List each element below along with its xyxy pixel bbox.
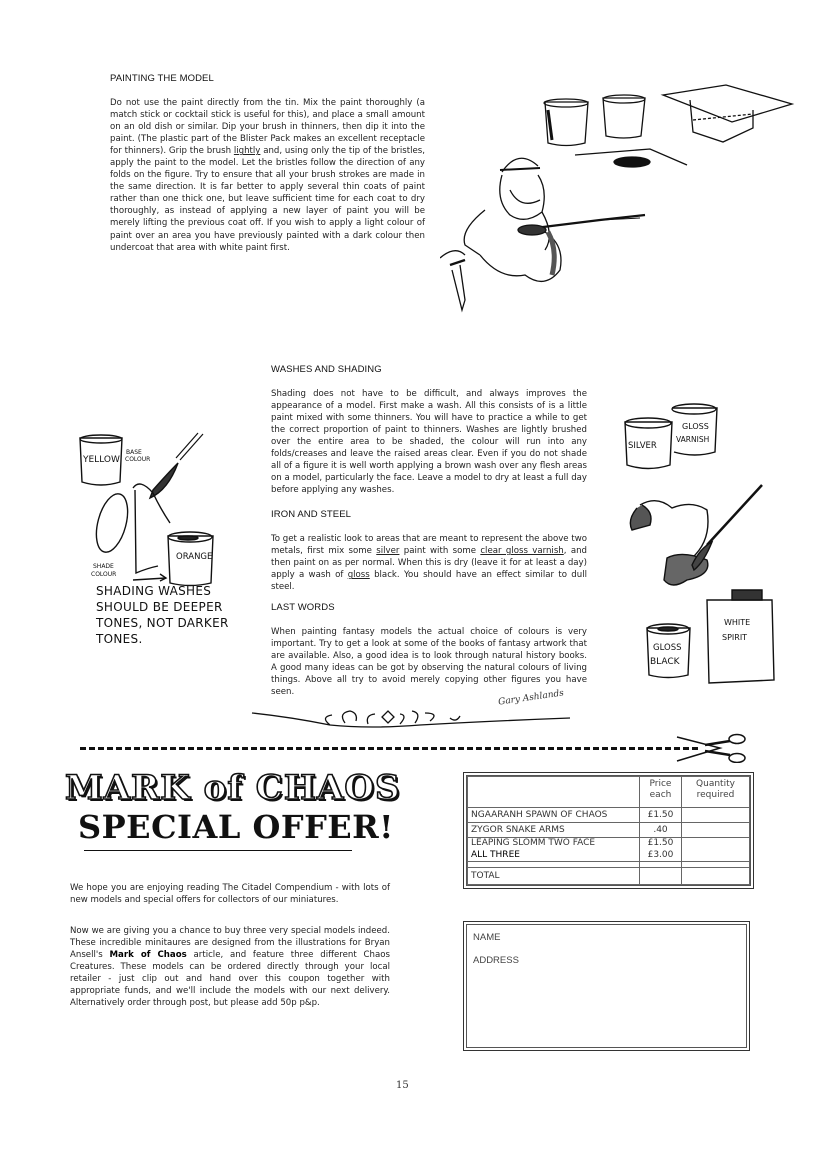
- address-field-label: ADDRESS: [473, 955, 519, 966]
- quantity-field[interactable]: [682, 849, 750, 861]
- total-quantity[interactable]: [682, 867, 750, 884]
- shade-colour-label-1: SHADE: [93, 563, 114, 570]
- caption-line-3: TONES, NOT DARKER: [96, 616, 229, 630]
- iron-text-2: paint with some: [399, 546, 481, 557]
- painting-text-2: and, using only the tip of the bristles, apply the paint to the model. Let the bristles follow the direction of any folds on the figure. Try to ensure that all your brush strokes are made in the same direction. It is far better to apply several thin coats of paint rather than one thick one, but leave sufficient time for each coat to dry thoroughly, as instead of applying a new layer of paint you will be merely lifting the previous coat off. If you wish to apply a light colour of paint over an area you have previously painted with a dark colour then undercoat that area with white paint first.: [110, 146, 426, 253]
- lightly-underlined: lightly: [233, 146, 261, 157]
- table-row: [468, 807, 750, 822]
- scissors-icon: [675, 733, 750, 763]
- offer-body-text-1: Now we are giving you a chance to buy three very special models indeed. These incredible minitaures are designed from the illustrations for Bryan Ansell's: [70, 926, 390, 961]
- shading-tins-illustration: [58, 428, 258, 598]
- item-price: £1.50: [640, 838, 682, 849]
- dwarf-painting-illustration: [440, 80, 810, 340]
- orange-tin-label: ORANGE: [176, 552, 213, 562]
- table-row: [468, 849, 750, 861]
- silver-underlined: silver: [376, 546, 400, 557]
- iron-text-4: black. You should have an effect similar to dull steel.: [271, 570, 587, 593]
- gloss-underlined: gloss: [347, 570, 370, 581]
- iron-text-1: To get a realistic look to areas that are meant to represent the above two metals, first mix some: [271, 534, 587, 557]
- clear-gloss-varnish-underlined: clear gloss varnish: [480, 546, 564, 557]
- offer-body-paragraph: [70, 925, 390, 1009]
- base-colour-label-2: COLOUR: [125, 456, 151, 463]
- base-colour-label-1: BASE: [126, 449, 142, 456]
- white-spirit-label-2: SPIRIT: [722, 633, 748, 642]
- author-signature: Gary Ashlands: [497, 688, 565, 708]
- name-field-label: NAME: [473, 932, 501, 943]
- gloss-varnish-label-1: GLOSS: [682, 422, 709, 431]
- item-price: £3.00: [640, 849, 682, 861]
- shade-colour-label-2: COLOUR: [91, 571, 117, 578]
- item-name: ZYGOR SNAKE ARMS: [468, 822, 640, 837]
- caption-line-4: TONES.: [96, 632, 143, 646]
- title-underline: [84, 850, 352, 851]
- address-form: [463, 921, 750, 1051]
- caption-line-2: SHOULD BE DEEPER: [96, 600, 223, 614]
- total-label: TOTAL: [468, 867, 640, 884]
- last-words-paragraph: When painting fantasy models the actual choice of colours is very important. Try to get a look at some of the books of fantasy artwork that are available. Also, a good idea is to look through natural history books. A good many ideas can be got by observing the natural colours of living things. Above all try to avoid merely copying other figures you have seen.: [271, 627, 587, 698]
- caption-line-1: SHADING WASHES: [96, 584, 212, 598]
- column-header-quantity: Quantity required: [682, 777, 750, 808]
- name-field[interactable]: [512, 930, 740, 944]
- page-number: 15: [396, 1080, 409, 1091]
- yellow-tin-label: YELLOW: [83, 455, 120, 465]
- table-row: [468, 838, 750, 849]
- section-heading-iron: IRON AND STEEL: [271, 509, 352, 520]
- section-heading-last-words: LAST WORDS: [271, 602, 335, 613]
- gloss-black-label-2: BLACK: [650, 657, 680, 667]
- total-row: [468, 867, 750, 884]
- washes-paragraph: Shading does not have to be difficult, and always improves the appearance of a model. First make a wash. All this consists of is a little paint mixed with some thinners. You will have to practice a while to get the correct proportion of paint to thinners. Washes are lightly brushed over the entire area to be shaded, the colour will run into any folds/creases and leave the raised areas clear. Even if you do not shade all of a figure it is well worth applying a brown wash over any flesh areas on a model, particularly the face. Leave a model to dry at least a full day before applying any washes.: [271, 389, 587, 496]
- shading-caption: [96, 583, 229, 647]
- order-table: [467, 776, 750, 885]
- item-name: NGAARANH SPAWN OF CHAOS: [468, 807, 640, 822]
- item-name: LEAPING SLOMM TWO FACE: [468, 838, 640, 849]
- section-heading-washes: WASHES AND SHADING: [271, 364, 382, 375]
- metal-painting-illustration: [612, 400, 782, 690]
- white-spirit-label-1: WHITE: [724, 618, 751, 627]
- silver-tin-label: SILVER: [628, 441, 657, 451]
- mark-of-chaos-bold: Mark of Chaos: [109, 950, 187, 961]
- table-row: [468, 822, 750, 837]
- offer-body-text-2: article, and feature three different Chaos Creatures. These models can be ordered directly through your local retailer - just clip out and hand over this coupon together with appropriate funds, and we'll include the models with our next delivery. Alternatively order through post, but please add 50p p&p.: [70, 950, 390, 1009]
- column-header-item: [468, 777, 640, 808]
- painting-paragraph: [110, 97, 425, 254]
- gloss-black-label-1: GLOSS: [653, 643, 682, 653]
- gloss-varnish-label-2: VARNISH: [676, 435, 710, 444]
- offer-intro-paragraph: We hope you are enjoying reading The Citadel Compendium - with lots of new models and special offers for collectors of our miniatures.: [70, 883, 390, 906]
- painting-text-1: Do not use the paint directly from the tin. Mix the paint thoroughly (a match stick or cocktail stick is useful for this), and place a small amount on an old dish or similar. Dip your brush in thinners, then dip it into the paint. (The plastic part of the Blister Pack makes an excellent receptacle for thinners). Grip the brush: [110, 98, 425, 157]
- section-heading-painting: PAINTING THE MODEL: [110, 73, 214, 84]
- column-header-price: Price each: [640, 777, 682, 808]
- quantity-field[interactable]: [682, 807, 750, 822]
- iron-text-3: , and then paint on as per normal. When this is dry (leave it for at least a day) apply a wash of: [271, 546, 587, 581]
- iron-paragraph: [271, 533, 587, 593]
- item-name: ALL THREE: [468, 849, 640, 861]
- item-price: .40: [640, 822, 682, 837]
- offer-title-mark-of-chaos: MARK of CHAOS: [65, 768, 401, 808]
- quantity-field[interactable]: [682, 838, 750, 849]
- flourish-divider: [250, 703, 580, 731]
- cut-here-dashed-line: [80, 747, 698, 750]
- item-price: £1.50: [640, 807, 682, 822]
- total-price: [640, 867, 682, 884]
- quantity-field[interactable]: [682, 822, 750, 837]
- address-field[interactable]: [473, 970, 740, 1041]
- order-form: [463, 772, 754, 889]
- offer-title-special-offer: SPECIAL OFFER!: [78, 808, 394, 846]
